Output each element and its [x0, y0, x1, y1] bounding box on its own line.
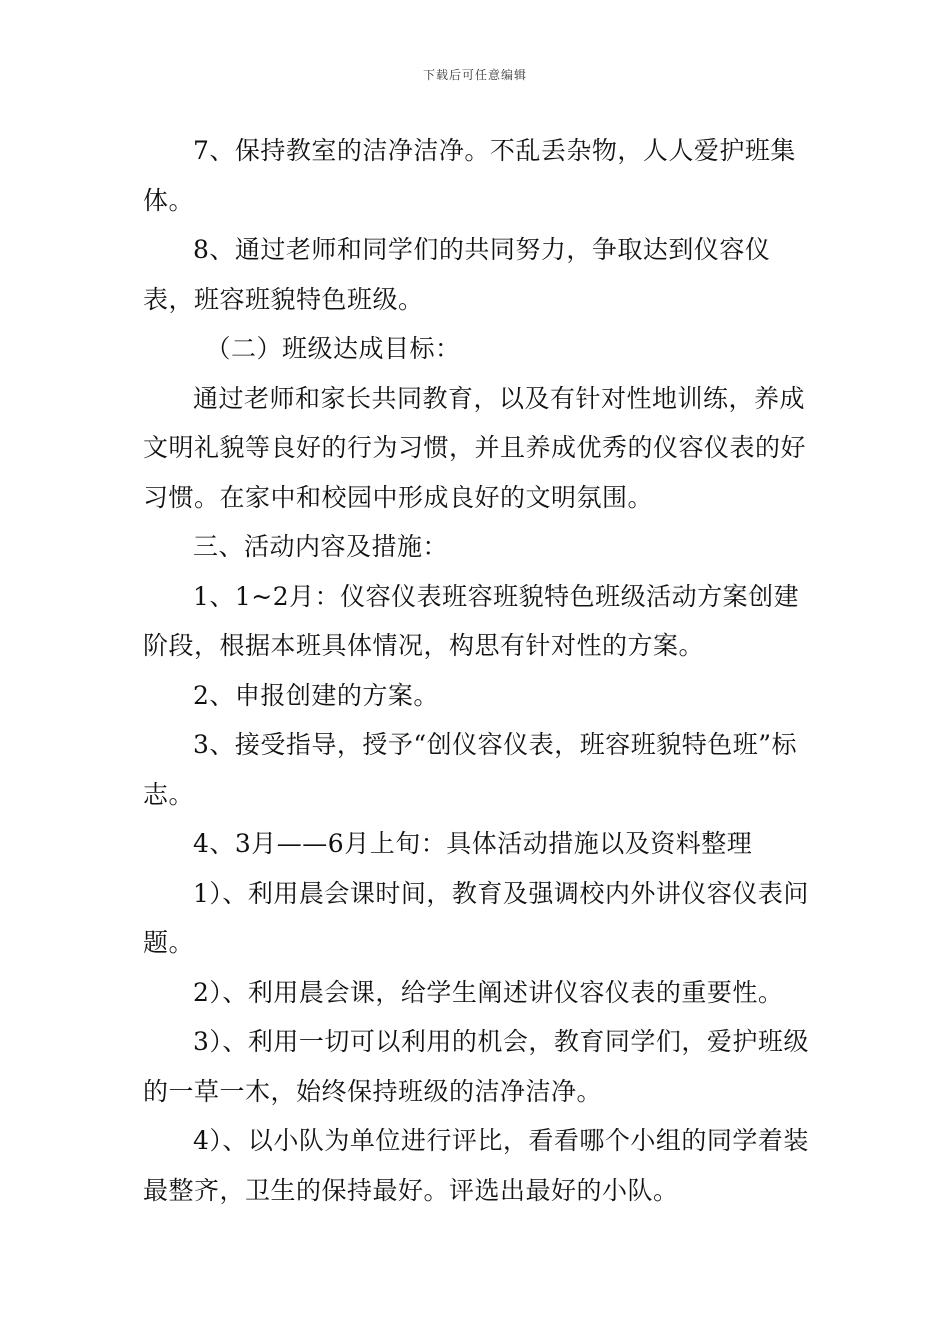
section-heading-class-goals: （二）班级达成目标： [205, 334, 461, 363]
paragraph-item-7: 7、保持教室的洁净洁净。不乱丢杂物，人人爱护班集体。 [143, 136, 796, 215]
paragraph-measure-1: 1）、利用晨会课时间，教育及强调校内外讲仪容仪表问题。 [143, 878, 809, 957]
document-body [143, 126, 813, 1215]
paragraph-activity-3: 3、接受指导，授予“创仪容仪表，班容班貌特色班”标志。 [143, 730, 797, 809]
paragraph-activity-2: 2、申报创建的方案。 [193, 680, 439, 710]
paragraph-activity-4: 4、3月——6月上旬：具体活动措施以及资料整理 [193, 829, 753, 858]
paragraph-measure-4: 4）、以小队为单位进行评比，看看哪个小组的同学着装最整齐，卫生的保持最好。评选出最好的小队。 [143, 1126, 809, 1205]
paragraph-class-goals: 通过老师和家长共同教育，以及有针对性地训练，养成文明礼貌等良好的行为习惯，并且养成优秀的仪容仪表的好习惯。在家中和校园中形成良好的文明氛围。 [143, 383, 807, 512]
section-heading-activities: 三、活动内容及措施： [193, 532, 449, 561]
header-note: 下载后可任意编辑 [422, 68, 527, 82]
paragraph-activity-1: 1、1~2月：仪容仪表班容班貌特色班级活动方案创建阶段，根据本班具体情况，构思有针对性的方案。 [143, 581, 800, 660]
paragraph-item-8: 8、通过老师和同学们的共同努力，争取达到仪容仪表，班容班貌特色班级。 [143, 235, 771, 314]
paragraph-measure-2: 2）、利用晨会课，给学生阐述讲仪容仪表的重要性。 [193, 977, 784, 1007]
paragraph-measure-3: 3）、利用一切可以利用的机会，教育同学们，爱护班级的一草一木，始终保持班级的洁净洁净。 [143, 1027, 809, 1106]
